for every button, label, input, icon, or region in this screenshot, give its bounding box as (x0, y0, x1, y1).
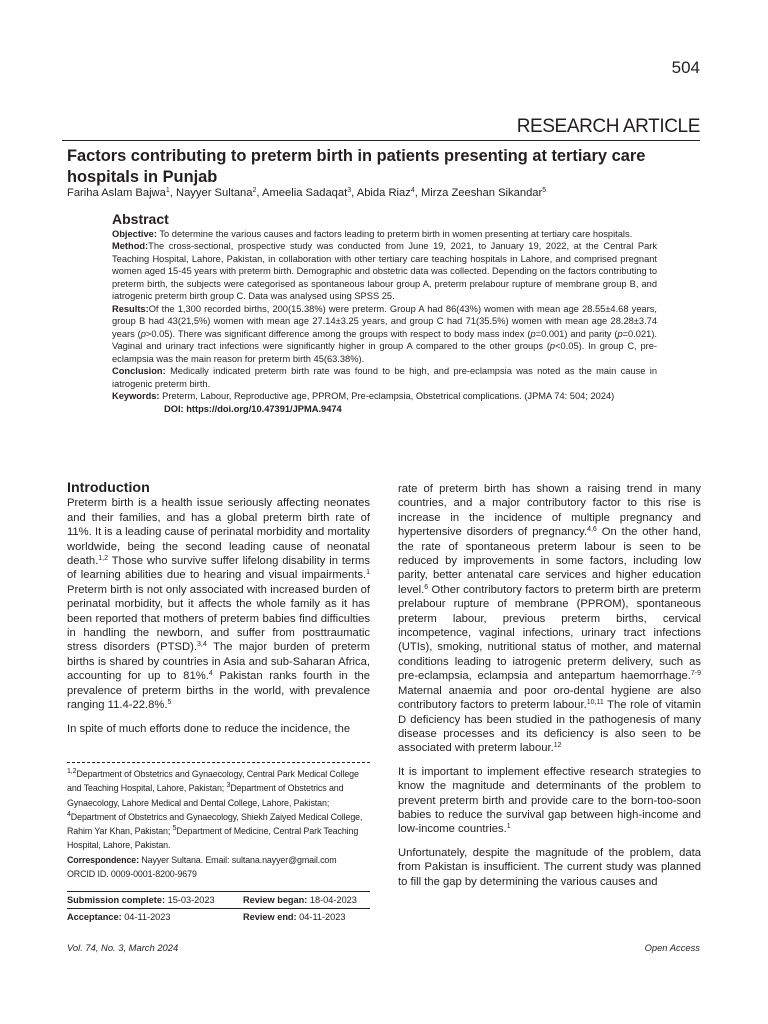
intro-paragraph (398, 482, 701, 756)
citation-mark: 5 (167, 699, 172, 707)
author-affiliation-mark: 4 (410, 187, 415, 194)
affiliation-text: Department of Medicine, Central Park Teaching Hospital, Lahore, Pakistan. (67, 826, 359, 851)
citation-mark: 7-9 (690, 670, 701, 678)
affiliation-mark: 4 (67, 810, 71, 818)
doi-link[interactable]: DOI: https://doi.org/10.47391/JPMA.9474 (164, 403, 342, 414)
citation-mark: 6 (424, 583, 429, 591)
correspondence-text: Nayyer Sultana. Email: sultana.nayyer@gmail.com (138, 854, 337, 865)
author-affiliation-mark: 5 (542, 187, 547, 194)
citation-mark: 4 (208, 670, 213, 678)
left-column (67, 481, 370, 736)
results-text: Of the 1,300 recorded births, 200(15.38%) were preterm. Group A had 86(43%) women with mean age 28.55±4.68 years, group B had 43(21,5%) women with mean age 27.14±3.25 years, and group C had 71(35.5%) women with mean age 28.28±3.74 years ( (112, 303, 657, 339)
keywords-label: Keywords: (112, 391, 160, 401)
conclusion-label: Conclusion: (112, 366, 166, 376)
author-name: Nayyer Sultana (176, 187, 253, 199)
p-value-symbol: p (549, 341, 556, 351)
citation-mark: 4,6 (587, 526, 597, 534)
method-text: The cross-sectional, prospective study was conducted from June 19, 2021, to January 19, 2022, at the Central Park Teaching Hospital, Lahore, Pakistan, in collaboration with other tertiary care teaching hospitals in Lahore, and comprised pregnant women aged 15-45 years with preterm birth. Demographic and obstetric data was collected. Depending on the factors contributing to preterm birth, the subjects were categorised as spontaneous labour group A, preterm prelabour rupture of membrane group B, and iatrogenic preterm birth group C. Data was analysed using SPSS 25. (112, 241, 657, 301)
results-text: >0.05). There was significant difference among the groups with respect to body mass index ( (145, 328, 531, 339)
date-label: Review began: (243, 895, 308, 905)
results-label: Results: (112, 303, 149, 314)
affiliation-text: Department of Obstetrics and Gynaecology, Shiekh Zaiyed Medical College, Rahim Yar Khan, Pakistan; (67, 811, 363, 837)
date-value: 18-04-2023 (307, 895, 357, 905)
abstract-objective (112, 228, 657, 241)
acceptance-date (67, 909, 243, 925)
date-value: 04-11-2023 (121, 912, 171, 922)
citation-mark: 1,2 (98, 555, 109, 563)
citation-mark: 1 (506, 823, 511, 831)
abstract-method (112, 240, 657, 303)
date-value: 04-11-2023 (296, 912, 346, 922)
open-access-footer: Open Access (644, 942, 700, 953)
dates-row (67, 908, 370, 925)
results-text: <0.05). In group C, pre-eclampsia was the main reason for preterm birth 45(63.38%). (112, 341, 657, 364)
citation-mark: 12 (553, 742, 562, 750)
body-text: Maternal anaemia and poor oro-dental hygiene are also contributory factors to preterm labour. (398, 684, 701, 712)
body-text: The major burden of preterm births is shared by countries in Asia and sub-Saharan Africa, accounting for up to 81%. (67, 641, 370, 683)
abstract-conclusion (112, 365, 657, 390)
author-list: Fariha Aslam Bajwa$^1$, Nayyer Sultana$^2$, Ameelia Sadaqat$^3$, Abida Riaz$^4$, Mirza Zeeshan Sikandar$^5$ (67, 187, 547, 199)
body-text: The role of vitamin D deficiency has been studied in the pathogenesis of many disease processes and its deficiency is also seen to be associated with preterm labour. (398, 699, 701, 755)
keywords-text: Preterm, Labour, Reproductive age, PPROM, Pre-eclampsia, Obstetrical complications. (JPMA 74: 504; 2024) (162, 391, 615, 401)
orcid-id: ORCID ID. 0009-0001-8200-9679 (67, 869, 197, 880)
body-text: It is important to implement effective research strategies to know the magnitude and determinants of the problem to prevent preterm birth and provide care to the born-too-soon babies to reduce the survival gap between high-income and low-income countries. (398, 765, 701, 836)
article-title: Factors contributing to preterm birth in patients presenting at tertiary care hospitals in Punjab (67, 147, 646, 186)
date-label: Acceptance: (67, 912, 122, 922)
body-text: Other contributory factors to preterm birth are preterm prelabour rupture of membrane (PPROM), spontaneous preterm labour, previous preterm births, cervical incompetence, vaginal infections, urinary tract infections (UTIs), smoking, nutritional status of mother, and maternal conditions leading to iatrogenic preterm delivery, such as pre-eclampsia, eclampsia and antepartum haemorrhage. (398, 583, 701, 683)
body-text: rate of preterm birth has shown a raising trend in many countries, and a major contributory factor to this rise is increase in the incidence of multiple pregnancy and hypertensive disorders of pregnancy. (398, 483, 701, 539)
abstract-keywords (112, 390, 657, 403)
affiliation-list (67, 767, 370, 853)
affiliation-text: Department of Obstetrics and Gynaecology, Central Park Medical College and Teaching Hospital, Lahore, Pakistan; (67, 769, 359, 794)
correspondence-label: Correspondence: (67, 854, 139, 865)
citation-mark: 1 (366, 569, 370, 577)
journal-issue-footer: Vol. 74, No. 3, March 2024 (67, 942, 179, 953)
method-label: Method: (112, 241, 149, 251)
p-value-symbol: p (617, 328, 623, 339)
affiliations-block (67, 767, 370, 881)
author-name: Fariha Aslam Bajwa (67, 187, 166, 199)
author-name: Mirza Zeeshan Sikandar (420, 187, 543, 199)
date-label: Submission complete: (67, 895, 166, 905)
abstract-heading: Abstract (112, 211, 169, 227)
date-label: Review end: (243, 912, 297, 922)
results-text: =0.001) and parity ( (535, 328, 618, 339)
intro-paragraph (67, 496, 370, 712)
affiliation-mark: 3 (226, 782, 231, 790)
dates-row (67, 891, 370, 908)
author-name: Abida Riaz (356, 187, 411, 199)
objective-text: To determine the various causes and factors leading to preterm birth in women presenting at tertiary care hospitals. (159, 228, 633, 239)
abstract-section (112, 213, 657, 415)
submission-date (67, 892, 243, 908)
citation-mark: 3,4 (197, 641, 207, 649)
correspondence (67, 853, 370, 867)
manuscript-dates (67, 891, 370, 925)
date-value: 15-03-2023 (165, 895, 215, 905)
article-type-label: RESEARCH ARTICLE (516, 116, 700, 137)
body-text: On the other hand, the rate of spontaneous preterm labour is seen to be reduced by improvements in some factors, including low parity, better antenatal care services and higher education level. (398, 526, 701, 596)
review-end-date (243, 909, 345, 925)
intro-paragraph: Unfortunately, despite the magnitude of the problem, data from Pakistan is insufficient. The current study was planned to fill the gap by determining the various causes and (398, 846, 701, 888)
author-name: Ameelia Sadaqat (262, 187, 348, 199)
objective-label: Objective: (112, 228, 157, 239)
body-text: Those who survive suffer lifelong disability in terms of learning abilities due to hearing and visual impairments. (67, 555, 370, 582)
author-affiliation-mark: 1 (165, 187, 170, 194)
author-affiliation-mark: 3 (347, 187, 352, 194)
intro-paragraph: In spite of much efforts done to reduce the incidence, the (67, 722, 351, 735)
right-column (398, 482, 701, 889)
header-rule (62, 140, 700, 141)
body-text: Pakistan ranks fourth in the prevalence of preterm births in the world, with prevalence ranging 11.4-22.8%. (67, 670, 370, 712)
body-text: Preterm birth is a health issue seriously affecting neonates and their families, and has a global preterm birth rate of 11%. It is a leading cause of perinatal morbidity and mortality worldwide, being the second leading cause of neonatal death. (67, 497, 370, 568)
abstract-results (112, 303, 657, 366)
introduction-heading: Introduction (67, 480, 150, 496)
citation-mark: 10,11 (586, 699, 604, 707)
p-value-symbol: p (140, 328, 146, 339)
results-text: =0.021). Vaginal and urinary tract infections were significantly higher in group A compared to the other groups ( (112, 328, 657, 351)
affiliation-text: Department of Obstetrics and Gynaecology, Lahore Medical and Dental College, Lahore, Pakistan; (67, 783, 344, 808)
intro-paragraph (398, 765, 701, 837)
review-began-date (243, 892, 357, 908)
page-number: 504 (671, 58, 700, 77)
conclusion-text: Medically indicated preterm birth rate was found to be high, and pre-eclampsia was noted as the main cause in iatrogenic preterm birth. (112, 366, 657, 389)
p-value-symbol: p (530, 328, 536, 339)
affiliation-mark: 5 (172, 825, 177, 833)
affiliation-divider (67, 762, 370, 763)
body-text: Preterm birth is not only associated with increased burden of perinatal morbidity, but it affects the whole family as it has been reported that mothers of preterm babies find difficulties in handling the newborn, and suffer from posttraumatic stress disorders (PTSD). (67, 583, 370, 654)
affiliation-mark: 1,2 (67, 768, 77, 775)
author-affiliation-mark: 2 (252, 187, 257, 194)
